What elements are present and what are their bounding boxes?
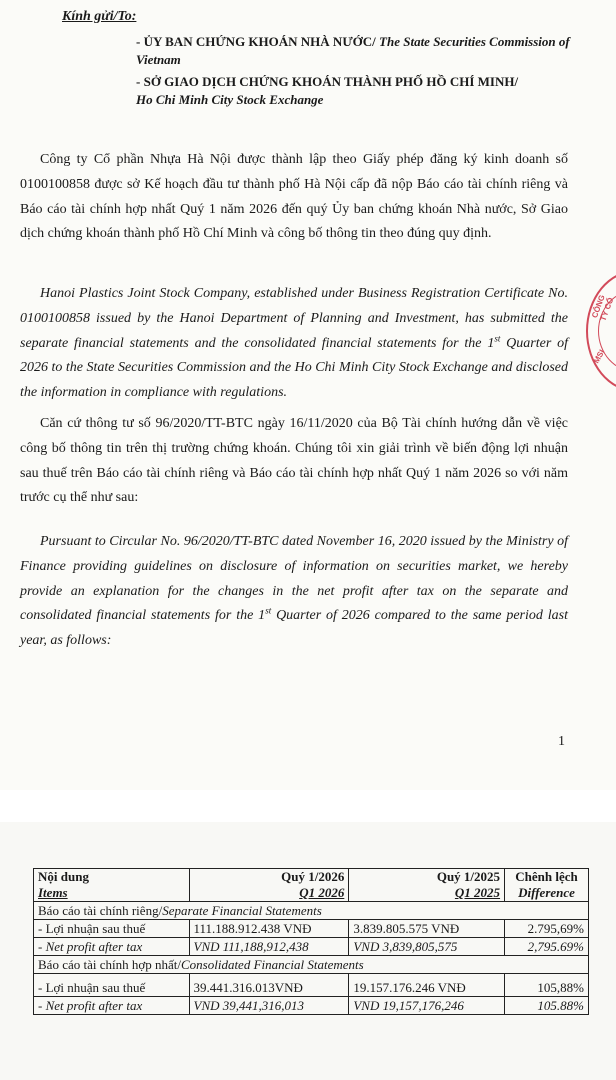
header-difference-en: Difference: [518, 885, 575, 900]
row-value-difference: 105,88%: [505, 974, 589, 997]
paragraph-en-submission-part1: Hanoi Plastics Joint Stock Company, established under Business Registration Certificate No. 0100100858 issued by the Hanoi Department of Planning and Investment, has submitted the separate financial statements and the consolidated financial statements for the 1: [20, 286, 568, 351]
to-label: Kính gửi/To:: [62, 9, 137, 24]
recipient-hose-en: Ho Chi Minh City Stock Exchange: [136, 92, 324, 107]
page-number: 1: [558, 734, 565, 749]
paragraph-vi-submission: Công ty Cổ phần Nhựa Hà Nội được thành lập theo Giấy phép đăng ký kinh doanh số 0100100858 được sở Kế hoạch đầu tư thành phố Hà Nội cấp đã nộp Báo cáo tài chính riêng và Báo cáo tài chính hợp nhất Quý 1 năm 2026 đến quý Ủy ban chứng khoán Nhà nước, Sở Giao dịch chứng khoán thành phố Hồ Chí Minh và công bố thông tin theo đúng quy định.: [20, 152, 568, 242]
recipient-hose-vi: SỞ GIAO DỊCH CHỨNG KHOÁN THÀNH PHỐ HỒ CHÍ MINH/: [143, 74, 519, 89]
recipient-hose: [136, 73, 576, 109]
table-row: [34, 974, 589, 997]
header-items-en: Items: [38, 885, 68, 900]
header-items: [34, 869, 190, 902]
header-difference: [505, 869, 589, 902]
table-header-row: [34, 869, 589, 902]
table-row: [34, 920, 589, 938]
row-value-q1-2025: VND 19,157,176,246: [349, 997, 505, 1015]
row-value-q1-2026: 111.188.912.438 VNĐ: [189, 920, 349, 938]
row-value-difference: 2,795.69%: [505, 938, 589, 956]
header-q1-2025-en: Q1 2025: [454, 885, 501, 900]
recipient-ssc-vi: ỦY BAN CHỨNG KHOÁN NHÀ NƯỚC/: [143, 34, 376, 49]
row-label: - Lợi nhuận sau thuế: [34, 974, 190, 997]
row-value-q1-2025: 19.157.176.246 VNĐ: [349, 974, 505, 997]
paragraph-en-circular: [20, 530, 568, 654]
recipient-ssc: [136, 33, 576, 69]
recipient-ssc-dash: -: [136, 34, 144, 49]
section-row-separate: [34, 902, 589, 920]
ordinal-sup: st: [494, 332, 501, 343]
header-q1-2025: [349, 869, 505, 902]
row-value-q1-2026: VND 111,188,912,438: [189, 938, 349, 956]
table-row: [34, 997, 589, 1015]
paragraph-en-submission: [20, 282, 568, 406]
table-row: [34, 938, 589, 956]
row-label: - Net profit after tax: [34, 938, 190, 956]
header-difference-vi: Chênh lệch: [515, 869, 578, 884]
header-items-vi: Nội dung: [38, 869, 89, 884]
profit-comparison-table: [33, 868, 589, 1015]
section-title-consolidated-vi: Báo cáo tài chính hợp nhất/: [38, 956, 181, 972]
header-q1-2025-vi: Quý 1/2025: [436, 869, 501, 884]
ordinal-sup: st: [265, 605, 272, 616]
section-title-consolidated-en: Consolidated Financial Statements: [180, 956, 364, 972]
row-label: - Net profit after tax: [34, 997, 190, 1015]
paragraph-en-submission-part2: Quarter of 2026 to the State Securities Commission and the Ho Chi Minh City Stock Exchange and disclosed the information in compliance with regulations.: [20, 335, 568, 401]
row-value-difference: 105.88%: [505, 997, 589, 1015]
header-q1-2026-en: Q1 2026: [299, 885, 345, 900]
section-title-separate-vi: Báo cáo tài chính riêng/: [38, 902, 163, 918]
page-gap: [0, 790, 616, 822]
section-title-separate: [34, 902, 589, 920]
row-label: - Lợi nhuận sau thuế: [34, 920, 190, 938]
section-title-consolidated: [34, 956, 589, 974]
section-title-separate-en: Separate Financial Statements: [162, 902, 322, 918]
recipient-hose-dash: -: [136, 74, 144, 89]
paragraph-vi-circular: Căn cứ thông tư số 96/2020/TT-BTC ngày 16/11/2020 của Bộ Tài chính hướng dẫn về việc công bố thông tin trên thị trường chứng khoán. Chúng tôi xin giải trình về biến động lợi nhuận sau thuế trên Báo cáo tài chính riêng và Báo cáo tài chính hợp nhất Quý 1 năm 2026 so với năm trước cụ thể như sau:: [20, 416, 568, 506]
row-value-q1-2025: VND 3,839,805,575: [349, 938, 505, 956]
row-value-difference: 2.795,69%: [505, 920, 589, 938]
section-row-consolidated: [34, 956, 589, 974]
header-q1-2026-vi: Quý 1/2026: [281, 869, 345, 884]
seal-text-top: CÔNG TY CỔ: [590, 293, 616, 323]
row-value-q1-2026: VND 39,441,316,013: [189, 997, 349, 1015]
seal-text-bottom: MSI: [591, 348, 607, 365]
row-value-q1-2025: 3.839.805.575 VNĐ: [349, 920, 505, 938]
paragraph-en-circular-part1: Pursuant to Circular No. 96/2020/TT-BTC dated November 16, 2020 issued by the Ministry of Finance providing guidelines on disclosure of information on securities market, we hereby provide an explanation for the changes in the net profit after tax on the separate and consolidated financial statements for the 1: [20, 534, 568, 624]
paragraph-en-circular-part2: Quarter of 2026 compared to the same period last year, as follows:: [20, 608, 568, 649]
header-q1-2026: [189, 869, 349, 902]
row-value-q1-2026: 39.441.316.013VNĐ: [189, 974, 349, 997]
recipient-ssc-en: The State Securities Commission of Vietnam: [136, 34, 570, 67]
